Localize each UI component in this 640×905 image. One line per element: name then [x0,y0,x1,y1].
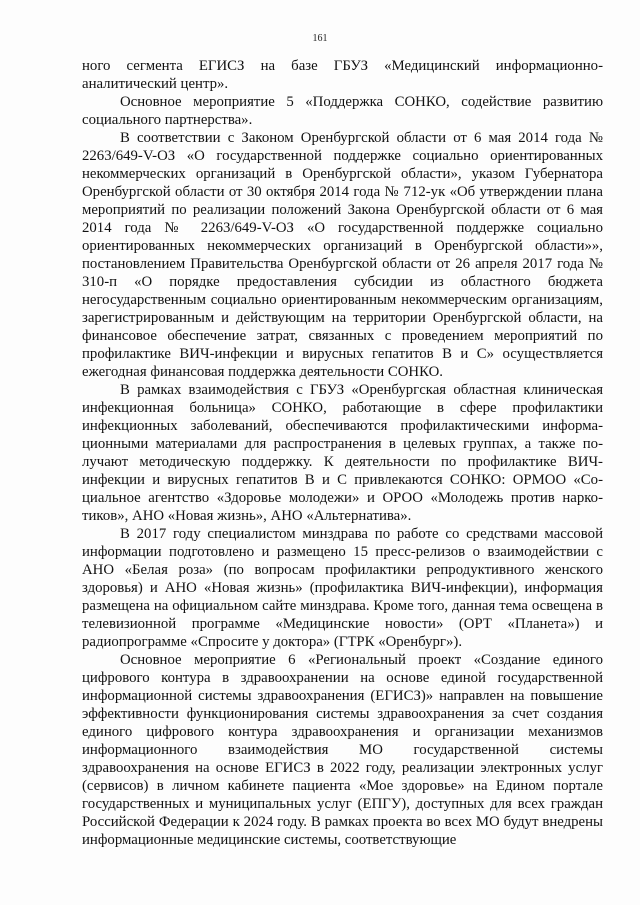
page-number: 161 [312,33,328,44]
paragraph-press-releases-2017: В 2017 году специалистом минздрава по работе со средствами массовой информации подготовлено и размещено 15 пресс-релизов о взаимодействии с АНО «Белая роза» (по вопросам профилактики репродуктивного женского здоровья) и АНО «Новая жизнь» (профилактика ВИЧ-инфекции), информация размещена на официальном сайте минздрава. Кроме того, данная тема освещена в телевизионной программе «Медицинские новости» (ОРТ «Планета») и радиопрограмме «Спросите у доктора» (ГТРК «Оренбург»). [82,526,603,650]
paragraph-interaction-hospital: В рамках взаимодействия с ГБУЗ «Оренбургская областная клиническая инфекционная больница» СОНКО, работающие в сфере профилактики инфекционных заболеваний, обеспечиваются профилактическими информационными материалами для распространения в целевых группах, а также получают методическую поддержку. К деятельности по профилактике ВИЧ-инфекции и вирусных гепатитов В и С привлекаются СОНКО: ОРМОО «Социальное агентство «Здоровье молодежи» и ОРОО «Молодежь против наркотиков», АНО «Новая жизнь», АНО «Альтернатива». [82,382,603,524]
document-body [82,57,603,849]
paragraph-main-activity-5: Основное мероприятие 5 «Поддержка СОНКО, содействие развитию социального партнерства». [82,94,603,128]
paragraph-continuation: ного сегмента ЕГИСЗ на базе ГБУЗ «Медицинский информационно-аналитический центр». [82,58,603,92]
paragraph-main-activity-6: Основное мероприятие 6 «Региональный проект «Создание единого цифрового контура в здравоохранении на основе единой государственной информационной системы здравоохранения (ЕГИСЗ)» направлен на повышение эффективности функционирования системы здравоохранения за счет создания единого цифрового контура здравоохранения и организации механизмов информационного взаимодействия МО государственной системы здравоохранения на основе ЕГИСЗ в 2022 году, реализации электронных услуг (сервисов) в личном кабинете пациента «Мое здоровье» на Едином портале государственных и муниципальных услуг (ЕПГУ), доступных для всех граждан Российской Федерации к 2024 году. В рамках проекта во всех МО будут внедрены информационные медицинские системы, соответствующие [82,652,603,848]
paragraph-legal-basis: В соответствии с Законом Оренбургской области от 6 мая 2014 года № 2263/649-V-ОЗ «О государственной поддержке социально ориентированных некоммерческих организаций в Оренбургской области», указом Губернатора Оренбургской области от 30 октября 2014 года № 712-ук «Об утверждении плана мероприятий по реализации положений Закона Оренбургской области от 6 мая 2014 года № 2263/649-V-ОЗ «О государственной поддержке социально ориентированных некоммерческих организаций в Оренбургской области»», постановлением Правительства Оренбургской области от 26 апреля 2017 года № 310-п «О порядке предоставления субсидии из областного бюджета негосударственным социально ориентированным некоммерческим организациям, зарегистрированным и действующим на территории Оренбургской области, на финансовое обеспечение затрат, связанных с проведением мероприятий по профилактике ВИЧ-инфекции и вирусных гепатитов В и С» осуществляется ежегодная финансовая поддержка деятельности СОНКО. [82,130,603,380]
